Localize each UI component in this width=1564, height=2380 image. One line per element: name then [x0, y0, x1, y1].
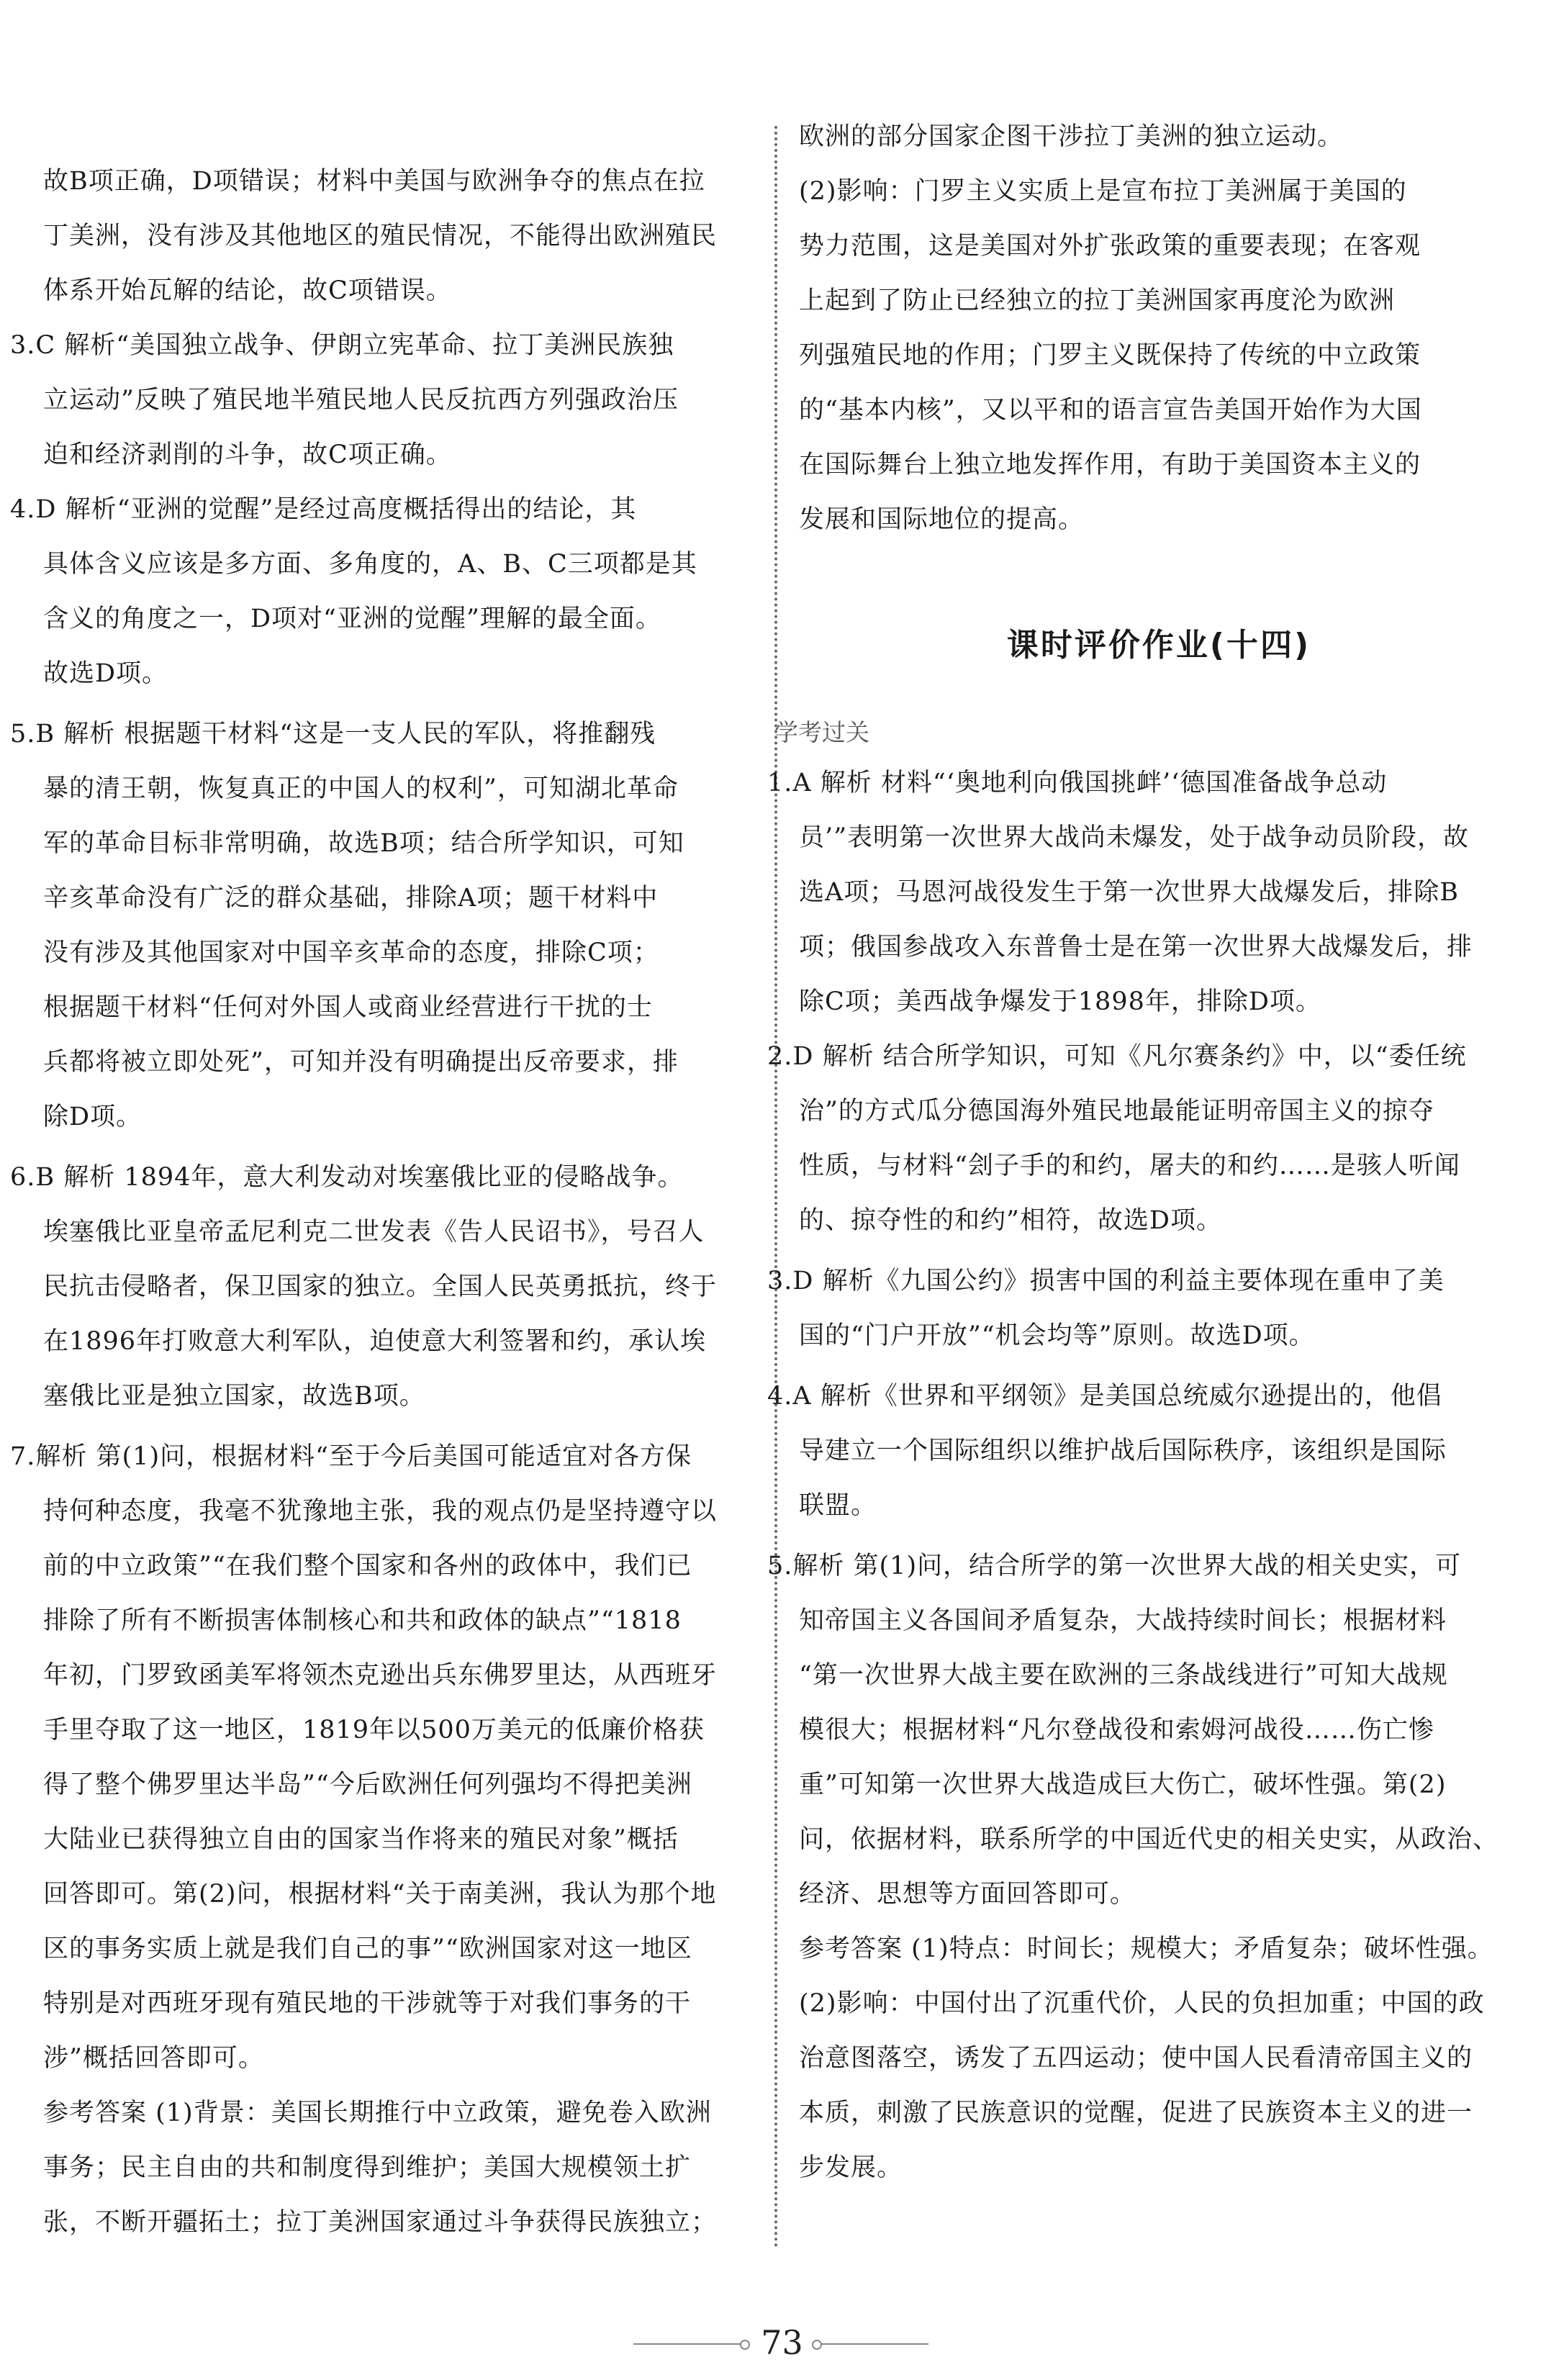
text-line: 年初，门罗致函美军将领杰克逊出兵东佛罗里达，从西班牙	[43, 1661, 718, 1690]
text-line: 模很大；根据材料“凡尔登战役和索姆河战役……伤亡惨	[799, 1716, 1434, 1745]
text-line: 导建立一个国际组织以维护战后国际秩序，该组织是国际	[799, 1436, 1447, 1465]
text-line: 联盟。	[799, 1491, 877, 1520]
text-line: 持何种态度，我毫不犹豫地主张，我的观点仍是坚持遵守以	[43, 1497, 718, 1526]
text-line: 没有涉及其他国家对中国辛亥革命的态度，排除C项；	[43, 938, 659, 967]
text-line: 民抗击侵略者，保卫国家的独立。全国人民英勇抵抗，终于	[43, 1272, 718, 1301]
text-line: 欧洲的部分国家企图干涉拉丁美洲的独立运动。	[799, 122, 1344, 151]
column-divider	[774, 126, 777, 2249]
text-line: 张，不断开疆拓土；拉丁美洲国家通过斗争获得民族独立；	[43, 2208, 718, 2237]
text-line: 根据题干材料“任何对外国人或商业经营进行干扰的士	[43, 993, 653, 1022]
text-line: (2)影响：中国付出了沉重代价，人民的负担加重；中国的政	[799, 1989, 1485, 2018]
text-line: 辛亥革命没有广泛的群众基础，排除A项；题干材料中	[43, 884, 659, 913]
text-line: “第一次世界大战主要在欧洲的三条战线进行”可知大战规	[799, 1661, 1448, 1690]
text-line: 的、掠夺性的和约”相符，故选D项。	[799, 1206, 1222, 1235]
text-line: 区的事务实质上就是我们自己的事”“欧洲国家对这一地区	[43, 1935, 692, 1963]
text-line: 的“基本内核”，又以平和的语言宣告美国开始作为大国	[799, 396, 1422, 425]
text-line: 故B项正确，D项错误；材料中美国与欧洲争夺的焦点在拉	[43, 167, 705, 196]
text-line: 选A项；马恩河战役发生于第一次世界大战爆发后，排除B	[799, 878, 1459, 907]
text-line: 经济、思想等方面回答即可。	[799, 1880, 1136, 1909]
text-line: 国的“门户开放”“机会均等”原则。故选D项。	[799, 1321, 1315, 1350]
text-line: 上起到了防止已经独立的拉丁美洲国家再度沦为欧洲	[799, 286, 1396, 315]
text-line: 知帝国主义各国间矛盾复杂，大战持续时间长；根据材料	[799, 1606, 1447, 1635]
answer-3b-line: 3.D 解析《九国公约》损害中国的利益主要体现在重申了美	[767, 1267, 1445, 1295]
text-line: 具体含义应该是多方面、多角度的，A、B、C三项都是其	[43, 550, 697, 579]
text-line: 治”的方式瓜分德国海外殖民地最能证明帝国主义的掠夺	[799, 1097, 1434, 1126]
text-line: 暴的清王朝，恢复真正的中国人的权利”，可知湖北革命	[43, 774, 679, 803]
text-line: 项；俄国参战攻入东普鲁士是在第一次世界大战爆发后，排	[799, 933, 1473, 961]
text-line: 兵都将被立即处死”，可知并没有明确提出反帝要求，排	[43, 1048, 679, 1077]
text-line: 除C项；美西战争爆发于1898年，排除D项。	[799, 987, 1321, 1016]
text-line: 性质，与材料“刽子手的和约，屠夫的和约……是骇人听闻	[799, 1151, 1460, 1180]
reference-answer-line: 参考答案 (1)特点：时间长；规模大；矛盾复杂；破坏性强。	[799, 1935, 1493, 1963]
answer-7-line: 7.解析 第(1)问，根据材料“至于今后美国可能适宜对各方保	[10, 1442, 692, 1471]
text-line: 事务；民主自由的共和制度得到维护；美国大规模领土扩	[43, 2153, 692, 2182]
text-line: 特别是对西班牙现有殖民地的干涉就等于对我们事务的干	[43, 1989, 692, 2018]
text-line: 回答即可。第(2)问，根据材料“关于南美洲，我认为那个地	[43, 1880, 717, 1909]
text-line: 涉”概括回答即可。	[43, 2044, 264, 2073]
text-line: 排除了所有不断损害体制核心和共和政体的缺点”“1818	[43, 1606, 682, 1635]
answer-2-line: 2.D 解析 结合所学知识，可知《凡尔赛条约》中，以“委任统	[767, 1042, 1467, 1071]
text-line: 在1896年打败意大利军队，迫使意大利签署和约，承认埃	[43, 1327, 707, 1356]
text-line: 塞俄比亚是独立国家，故选B项。	[43, 1382, 425, 1411]
text-line: 迫和经济剥削的斗争，故C项正确。	[43, 440, 452, 469]
text-line: 在国际舞台上独立地发挥作用，有助于美国资本主义的	[799, 451, 1421, 479]
text-line: 立运动”反映了殖民地半殖民地人民反抗西方列强政治压	[43, 386, 679, 415]
text-line: 步发展。	[799, 2153, 903, 2182]
text-line: 大陆业已获得独立自由的国家当作将来的殖民对象”概括	[43, 1825, 679, 1854]
section-heading: 课时评价作业(十四)	[1006, 627, 1311, 664]
page-number: 73	[761, 2323, 803, 2362]
footer-ornament-right	[821, 2343, 928, 2345]
text-line: 问，依据材料，联系所学的中国近代史的相关史实，从政治、	[799, 1825, 1499, 1854]
answer-1-line: 1.A 解析 材料“‘奥地利向俄国挑衅’‘德国准备战争总动	[767, 769, 1388, 797]
section-label: 学考过关	[774, 718, 869, 746]
text-line: 军的革命目标非常明确，故选B项；结合所学知识，可知	[43, 829, 684, 858]
page-footer	[0, 2317, 1564, 2368]
text-line: 含义的角度之一，D项对“亚洲的觉醒”理解的最全面。	[43, 605, 661, 633]
text-line: 发展和国际地位的提高。	[799, 505, 1085, 534]
text-line: 前的中立政策”“在我们整个国家和各州的政体中，我们已	[43, 1552, 692, 1580]
text-line: 埃塞俄比亚皇帝孟尼利克二世发表《告人民诏书》，号召人	[43, 1218, 705, 1246]
text-line: 势力范围，这是美国对外扩张政策的重要表现；在客观	[799, 232, 1421, 261]
text-line: 故选D项。	[43, 659, 168, 688]
answer-6-line: 6.B 解析 1894年，意大利发动对埃塞俄比亚的侵略战争。	[10, 1163, 684, 1192]
text-line: 治意图落空，诱发了五四运动；使中国人民看清帝国主义的	[799, 2044, 1473, 2073]
text-line: 得了整个佛罗里达半岛”“今后欧洲任何列强均不得把美洲	[43, 1770, 692, 1799]
answer-4-line: 4.D 解析“亚洲的觉醒”是经过高度概括得出的结论，其	[10, 495, 637, 524]
text-line: 列强殖民地的作用；门罗主义既保持了传统的中立政策	[799, 341, 1421, 370]
text-line: 员’”表明第一次世界大战尚未爆发，处于战争动员阶段，故	[799, 823, 1470, 852]
text-line: 本质，刺激了民族意识的觉醒，促进了民族资本主义的进一	[799, 2099, 1473, 2127]
text-line: (2)影响：门罗主义实质上是宣布拉丁美洲属于美国的	[799, 177, 1407, 206]
answer-4b-line: 4.A 解析《世界和平纲领》是美国总统威尔逊提出的，他倡	[767, 1382, 1442, 1411]
text-line: 体系开始瓦解的结论，故C项错误。	[43, 276, 452, 305]
text-line: 手里夺取了这一地区，1819年以500万美元的低廉价格获	[43, 1716, 705, 1745]
answer-3-line: 3.C 解析“美国独立战争、伊朗立宪革命、拉丁美洲民族独	[10, 331, 674, 360]
text-line: 重”可知第一次世界大战造成巨大伤亡，破坏性强。第(2)	[799, 1770, 1447, 1799]
text-line: 丁美洲，没有涉及其他地区的殖民情况，不能得出欧洲殖民	[43, 222, 718, 250]
answer-5b-line: 5.解析 第(1)问，结合所学的第一次世界大战的相关史实，可	[767, 1552, 1462, 1580]
reference-answer-line: 参考答案 (1)背景：美国长期推行中立政策，避免卷入欧洲	[43, 2099, 712, 2127]
answer-5-line: 5.B 解析 根据题干材料“这是一支人民的军队，将推翻残	[10, 720, 656, 748]
text-line: 除D项。	[43, 1103, 143, 1131]
